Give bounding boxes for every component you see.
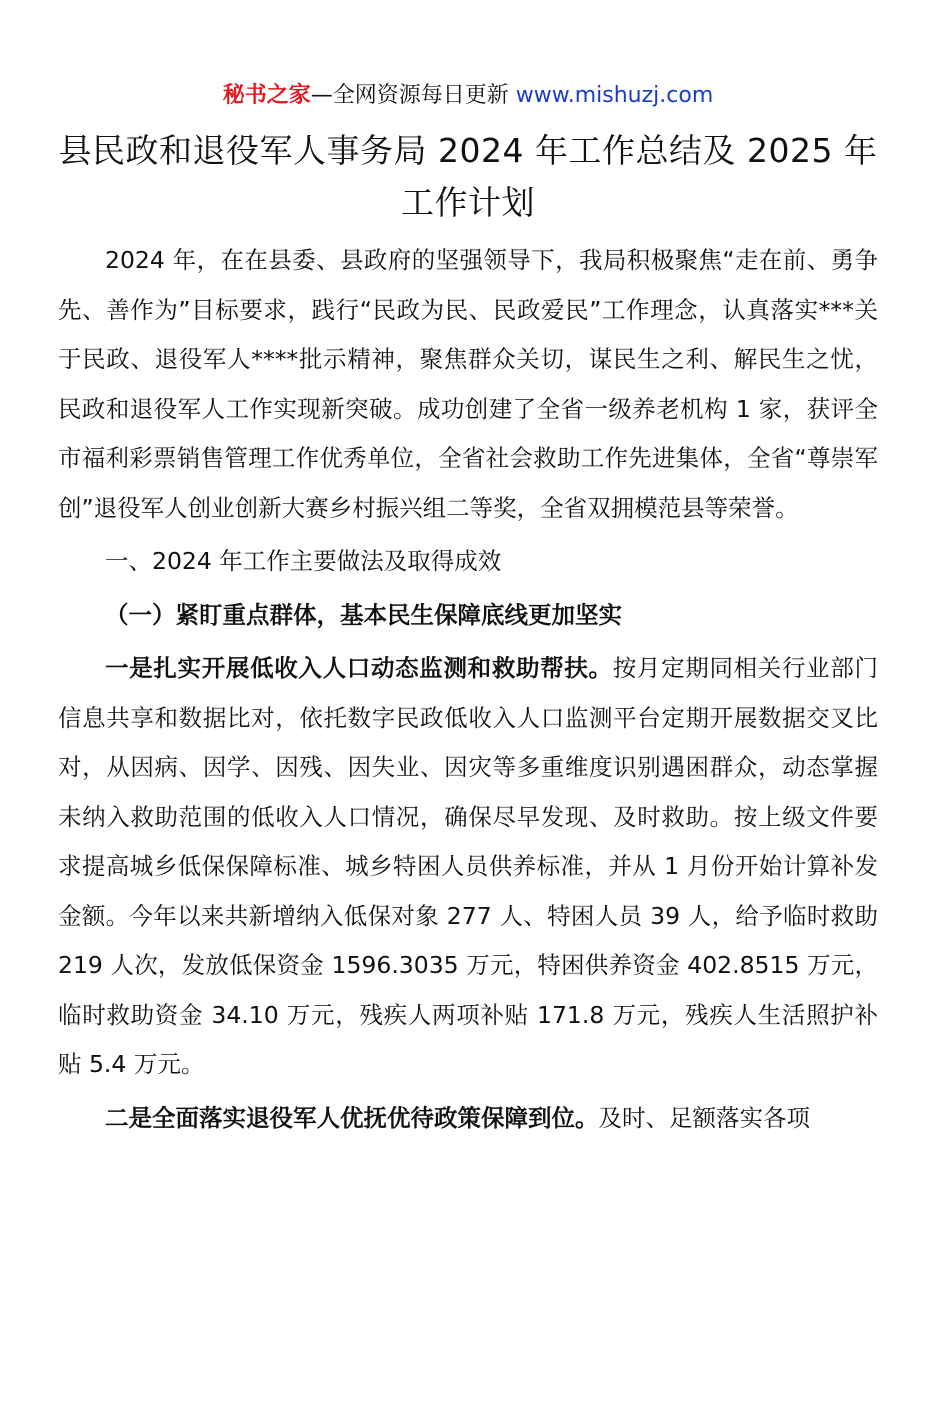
item-paragraph-1	[58, 644, 878, 1090]
section-heading-1: 一、2024 年工作主要做法及取得成效	[105, 547, 502, 575]
document-page	[0, 80, 950, 1424]
site-url-link[interactable]: www.mishuzj.com	[515, 83, 714, 108]
document-title	[58, 128, 878, 226]
item-2-lead: 二是全面落实退役军人优抚优待政策保障到位。	[105, 1103, 599, 1132]
title-line-1: 县民政和退役军人事务局 2024 年工作总结及 2025 年	[58, 131, 878, 170]
header-slogan: —全网资源每日更新	[310, 83, 516, 108]
item-1-text: 按月定期同相关行业部门信息共享和数据比对，依托数字民政低收入人口监测平台定期开展数据交叉比对，从因病、因学、因残、因失业、因灾等多重维度识别遇困群众，动态掌握未纳入救助范围的低收入人口情况，确保尽早发现、及时救助。按上级文件要求提高城乡低保保障标准、城乡特困人员供养标准，并从 1 月份开始计算补发金额。今年以来共新增纳入低保对象 277 人、特困人员 39 人，给予临时救助 219 人次，发放低保资金 1596.3035 万元，特困供养资金 402.8515 万元，临时救助资金 34.10 万元，残疾人两项补贴 171.8 万元，残疾人生活照护补贴 5.4 万元。	[58, 654, 879, 1078]
intro-paragraph: 2024 年，在在县委、县政府的坚强领导下，我局积极聚焦“走在前、勇争先、善作为”目标要求，践行“民政为民、民政爱民”工作理念，认真落实***关于民政、退役军人****批示精神，聚焦群众关切，谋民生之利、解民生之忧，民政和退役军人工作实现新突破。成功创建了全省一级养老机构 1 家，获评全市福利彩票销售管理工作优秀单位，全省社会救助工作先进集体，全省“尊崇军创”退役军人创业创新大赛乡村振兴组二等奖，全省双拥模范县等荣誉。	[58, 246, 878, 522]
title-line-2: 工作计划	[401, 183, 535, 222]
item-paragraph-2	[58, 1094, 878, 1144]
subsection-heading-1: （一）紧盯重点群体，基本民生保障底线更加坚实	[105, 600, 622, 629]
item-1-lead: 一是扎实开展低收入人口动态监测和救助帮扶。	[105, 654, 613, 682]
item-2-text: 及时、足额落实各项	[598, 1103, 810, 1132]
brand-name: 秘书之家	[222, 83, 311, 108]
site-header	[58, 80, 878, 112]
